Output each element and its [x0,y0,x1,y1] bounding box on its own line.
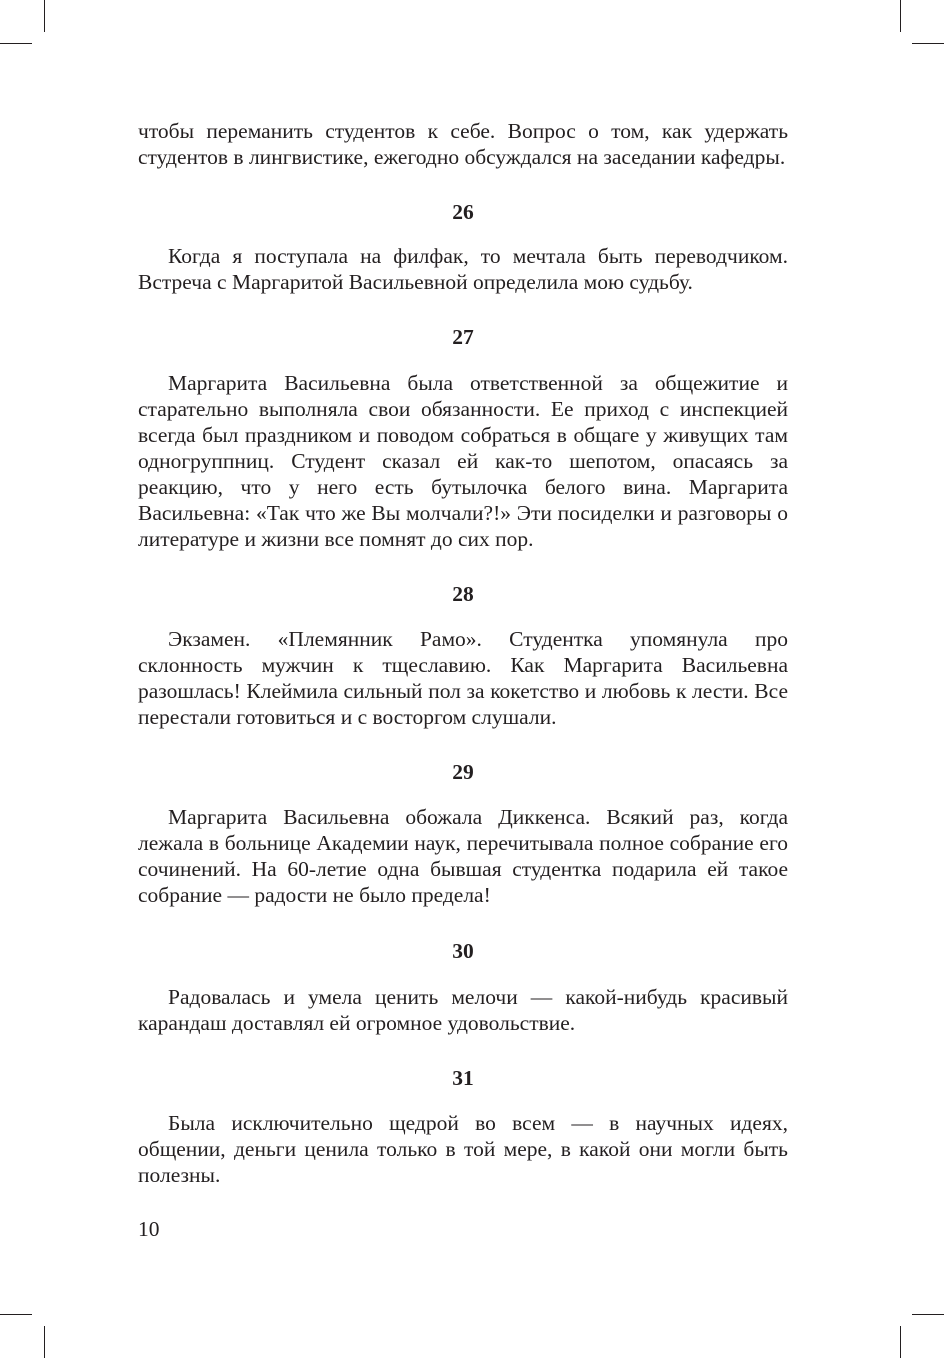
section-29-text: Маргарита Васильевна обожала Диккенса. Всякий раз, когда лежала в больнице Академии наук, перечитывала полное собрание его сочинений. На 60-летие одна бывшая студентка подарила ей такое собрание — радости не было предела! [138,805,788,907]
crop-mark-top-left-h [0,43,32,44]
section-30-text: Радовалась и умела ценить мелочи — какой-нибудь красивый карандаш доставлял ей огромное удовольствие. [138,985,788,1035]
section-31-text: Была исключительно щедрой во всем — в научных идеях, общении, деньги ценила только в той мере, в какой они могли быть полезны. [138,1111,788,1187]
section-27-block [138,370,788,552]
section-number-31: 31 [452,1066,474,1090]
section-26-block [138,243,788,295]
section-number-28: 28 [452,582,474,606]
crop-mark-bottom-right-h [912,1314,944,1315]
section-27-text: Маргарита Васильевна была ответственной за общежитие и старательно выполняла свои обязанности. Ее приход с инспекцией всегда был праздником и поводом собраться в общаге у живущих там одногруппниц. Студент сказал ей как-то шепотом, опасаясь за реакцию, что у него есть бутылочка белого вина. Маргарита Васильевна: «Так что же Вы молчали?!» Эти посиделки и разговоры о литературе и жизни все помнят до сих пор. [138,371,788,551]
section-28-text: Экзамен. «Племянник Рамо». Студентка упомянула про склонность мужчин к тщеславию. Как Маргарита Васильевна разошлась! Клеймила сильный пол за кокетство и любовь к лести. Все перестали готовиться и с восторгом слушали. [138,627,788,729]
crop-mark-bottom-right [900,1326,901,1358]
crop-mark-bottom-left-h [0,1314,32,1315]
page-number: 10 [138,1217,160,1241]
section-26-text: Когда я поступала на филфак, то мечтала быть переводчиком. Встреча с Маргаритой Васильевной определила мою судьбу. [138,244,788,294]
section-28-block [138,626,788,730]
intro-paragraph: чтобы переманить студентов к себе. Вопрос о том, как удержать студентов в лингвистике, ежегодно обсуждался на заседании кафедры. [138,119,788,169]
crop-mark-bottom-left [44,1326,45,1358]
crop-mark-top-left [44,0,45,32]
section-29-block [138,804,788,908]
section-number-29: 29 [452,760,474,784]
section-number-26: 26 [452,200,474,224]
crop-mark-top-right-h [912,43,944,44]
section-number-27: 27 [452,325,474,349]
section-30-block [138,984,788,1036]
section-number-30: 30 [452,939,474,963]
crop-mark-top-right [900,0,901,32]
intro-paragraph-block [138,118,788,170]
section-31-block [138,1110,788,1188]
